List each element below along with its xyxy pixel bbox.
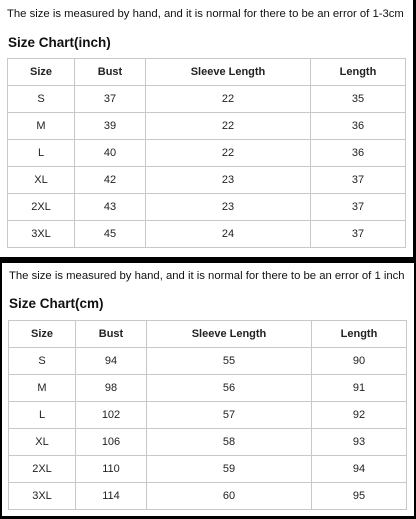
table-cell: 2XL [9, 456, 76, 483]
table-cell: 98 [76, 375, 147, 402]
column-header-bust: Bust [76, 321, 147, 348]
table-cell: S [8, 86, 75, 113]
table-row [8, 86, 406, 113]
table-cell: M [8, 113, 75, 140]
table-cell: 55 [147, 348, 312, 375]
measurement-note: The size is measured by hand, and it is normal for there to be an error of 1 inch [9, 270, 405, 282]
table-cell: 3XL [8, 221, 75, 248]
size-chart-cm-panel [2, 263, 414, 516]
column-header-sleeve-length: Sleeve Length [147, 321, 312, 348]
table-cell: 94 [312, 456, 407, 483]
table-cell: 60 [147, 483, 312, 510]
table-cell: 114 [76, 483, 147, 510]
column-header-bust: Bust [75, 59, 146, 86]
table-row [9, 375, 407, 402]
table-cell: 93 [312, 429, 407, 456]
table-cell: 37 [311, 194, 406, 221]
column-header-size: Size [8, 59, 75, 86]
table-cell: L [8, 140, 75, 167]
table-cell: 36 [311, 140, 406, 167]
table-row [8, 221, 406, 248]
table-cell: 94 [76, 348, 147, 375]
table-row [8, 140, 406, 167]
table-cell: 90 [312, 348, 407, 375]
table-cell: 22 [146, 86, 311, 113]
column-header-sleeve-length: Sleeve Length [146, 59, 311, 86]
table-cell: 58 [147, 429, 312, 456]
table-cell: 106 [76, 429, 147, 456]
table-cell: 22 [146, 113, 311, 140]
table-header-row [9, 321, 407, 348]
size-table [8, 320, 407, 510]
table-cell: 39 [75, 113, 146, 140]
table-cell: 37 [311, 167, 406, 194]
table-cell: 23 [146, 167, 311, 194]
table-cell: S [9, 348, 76, 375]
table-row [8, 113, 406, 140]
table-cell: 56 [147, 375, 312, 402]
table-cell: 45 [75, 221, 146, 248]
table-row [8, 167, 406, 194]
size-chart-heading: Size Chart(cm) [9, 296, 104, 311]
table-cell: 42 [75, 167, 146, 194]
table-cell: M [9, 375, 76, 402]
table-cell: 24 [146, 221, 311, 248]
table-cell: 3XL [9, 483, 76, 510]
table-cell: 102 [76, 402, 147, 429]
table-cell: XL [9, 429, 76, 456]
measurement-note: The size is measured by hand, and it is normal for there to be an error of 1-3cm [7, 8, 404, 20]
table-cell: 40 [75, 140, 146, 167]
table-cell: 35 [311, 86, 406, 113]
column-header-length: Length [312, 321, 407, 348]
table-row [9, 348, 407, 375]
table-cell: 37 [75, 86, 146, 113]
table-cell: L [9, 402, 76, 429]
table-cell: 59 [147, 456, 312, 483]
table-cell: 110 [76, 456, 147, 483]
size-chart-inch-panel [0, 0, 413, 257]
table-cell: 92 [312, 402, 407, 429]
table-cell: 36 [311, 113, 406, 140]
table-row [9, 429, 407, 456]
size-chart-heading: Size Chart(inch) [8, 35, 111, 50]
table-cell: 22 [146, 140, 311, 167]
table-row [9, 456, 407, 483]
table-cell: XL [8, 167, 75, 194]
table-cell: 95 [312, 483, 407, 510]
table-cell: 23 [146, 194, 311, 221]
table-row [9, 483, 407, 510]
table-header-row [8, 59, 406, 86]
table-cell: 2XL [8, 194, 75, 221]
table-cell: 43 [75, 194, 146, 221]
table-cell: 37 [311, 221, 406, 248]
table-cell: 91 [312, 375, 407, 402]
table-cell: 57 [147, 402, 312, 429]
size-table [7, 58, 406, 248]
column-header-size: Size [9, 321, 76, 348]
table-row [8, 194, 406, 221]
table-row [9, 402, 407, 429]
column-header-length: Length [311, 59, 406, 86]
